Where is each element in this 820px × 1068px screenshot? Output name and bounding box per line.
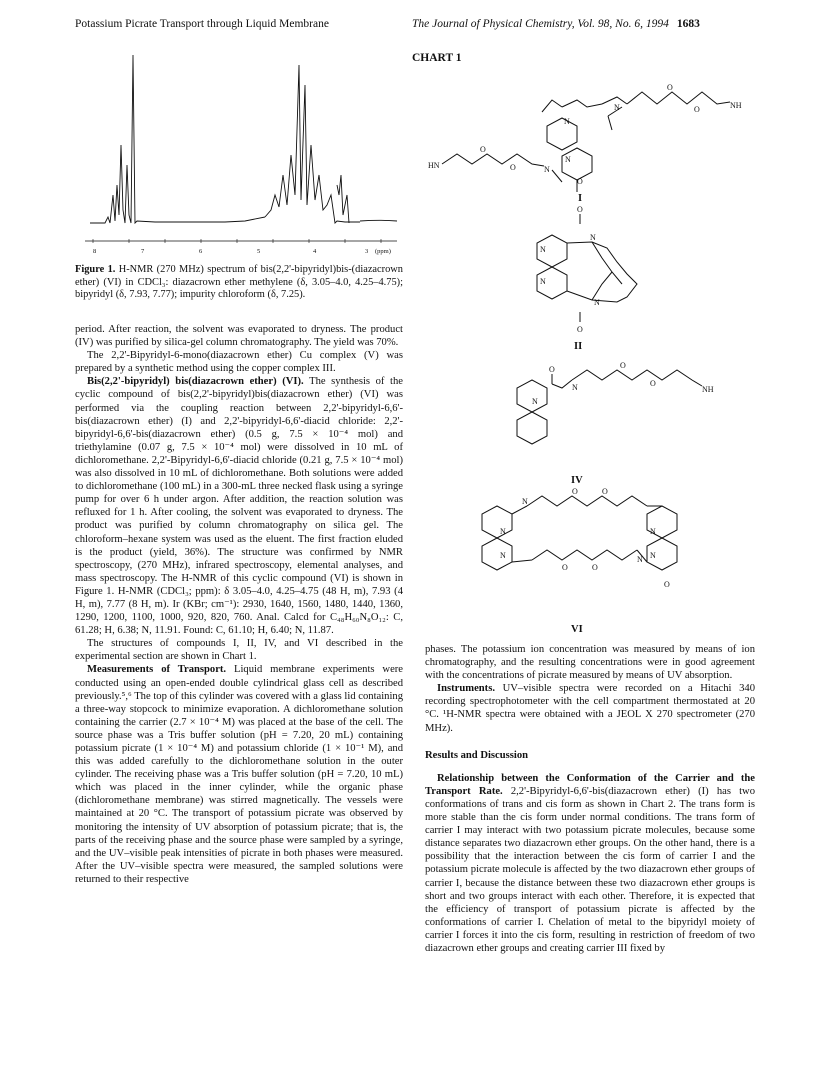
right-text-column: [425, 643, 755, 955]
atom-label: O: [577, 177, 583, 186]
journal-citation: The Journal of Physical Chemistry, Vol. 98, No. 6, 1994: [412, 18, 669, 30]
atom-label: O: [592, 563, 598, 572]
running-header-right: [412, 18, 700, 30]
atom-label: NH: [702, 385, 714, 394]
compound-label-VI: VI: [571, 624, 583, 635]
atom-label: N: [565, 155, 571, 164]
nmr-trace: [90, 55, 397, 223]
chart-title: CHART 1: [412, 52, 462, 64]
section-heading: Results and Discussion: [425, 749, 529, 761]
atom-label: O: [664, 580, 670, 589]
atom-label: NH: [730, 101, 742, 110]
paragraph: The 2,2'-Bipyridyl-6-mono(diazacrown ether) Cu complex (V) was prepared by a synthetic method using the copper complex III.: [75, 350, 403, 375]
chart-structures: [412, 62, 762, 622]
atom-label: N: [500, 551, 506, 560]
paragraph-body: UV–visible spectra were recorded on a Hitachi 340 recording spectrophotometer with the cell compartment thermostated at 20 °C. ¹H-NMR spectra were obtained with a JEOL X 270 spectrometer (270 MHz).: [425, 683, 755, 734]
tick-label-5: 5: [257, 248, 261, 255]
nmr-spectrum-figure: [75, 45, 405, 263]
figure-caption: [75, 264, 403, 302]
atom-label: O: [620, 361, 626, 370]
atom-label: N: [500, 527, 506, 536]
atom-label: O: [650, 379, 656, 388]
left-text-column: [75, 323, 403, 886]
compound-label-I: I: [578, 193, 583, 204]
atom-label: O: [577, 205, 583, 214]
structure-II: [537, 214, 637, 322]
atom-label: N: [650, 527, 656, 536]
atom-label: N: [540, 277, 546, 286]
atom-label: N: [522, 497, 528, 506]
atom-label: O: [577, 325, 583, 334]
tick-label-8: 8: [93, 248, 97, 255]
paragraph: [425, 772, 755, 955]
atom-label: O: [694, 105, 700, 114]
paragraph-heading: Instruments.: [437, 683, 495, 695]
atom-label: O: [667, 83, 673, 92]
atom-label: N: [594, 298, 600, 307]
atom-label: O: [480, 145, 486, 154]
structure-VI: [482, 496, 677, 570]
atom-label: O: [510, 163, 516, 172]
paragraph: phases. The potassium ion concentration was measured by means of ion chromatography, and the resulting concentrations were in good agreement with the concentrations of picrate measured by means of UV absorption.: [425, 644, 755, 682]
tick-label-6: 6: [199, 248, 203, 255]
paragraph: [75, 663, 403, 886]
tick-label-7: 7: [141, 248, 145, 255]
paragraph-heading: Relationship between the Conformation of the Carrier and the Transport Rate.: [425, 772, 755, 797]
atom-label: N: [544, 165, 550, 174]
atom-label: N: [572, 383, 578, 392]
paragraph-body: The synthesis of the cyclic compound of bis(2,2'-bipyridyl)bis(diazacrown ether) (VI) was performed via the coupling reaction between 2,2'-bipyridyl-6,6'-bis(diazacrown ether) (I) and 2,2'-bipyridyl-6,6'-diacid chloride: 2,2'-bipyridyl-6,6'-bis(diazacrown ether) (0.5 g, 7.5 × 10⁻⁴ mol) and triethylamine (0.07 g, 7.5 × 10⁻⁴ mol) were dissolved in 10 mL of dichloromethane. 2,2'-Bipyridyl-6,6'-diacid chloride (0.21 g, 7.5 × 10⁻⁴ mol) was also dissolved in 10 mL of dichloromethane. Both solutions were added to dichloromethane (100 mL) in a 300-mL three necked flask using a syringe pump for over 6 h under argon. After addition, the reaction solution was refluxed for 1 h. After cooling, the solvent was evaporated to dryness. The product was purified by column chromatography on silica gel. The chloroform–hexane system was used as the eluent. The first fraction eluded is the product (yield, 36%). The structure was confirmed by NMR spectroscopy, (270 MHz), infrared spectroscopy, elemental analyses, and mass spectroscopy. The H-NMR of this cyclic compound (VI) is shown in Figure 1. H-NMR (CDCl₃; ppm): δ 3.05–4.0, 4.25–4.75 (48 H, m), 7.93 (4 H, m), 7.77 (8 H, m). Ir (KBr; cm⁻¹): 2930, 1640, 1560, 1480, 1440, 1360, 1290, 1200, 1100, 1000, 920, 820, 760. Anal. Calcd for C₄₈H₆₀N₈O₁₂: C, 61.28; H, 6.38; N, 11.91. Found: C, 61.10; H, 6.40; N, 11.87.: [75, 376, 403, 637]
atom-label: N: [540, 245, 546, 254]
paragraph: period. After reaction, the solvent was evaporated to dryness. The product (IV) was purified by silica-gel column chromatography. The yield was 70%.: [75, 324, 403, 349]
tick-label-3: 3: [365, 248, 369, 255]
atom-label: N: [614, 103, 620, 112]
compound-label-IV: IV: [571, 475, 583, 486]
atom-label: O: [602, 487, 608, 496]
atom-label: O: [572, 487, 578, 496]
structure-I: [442, 92, 730, 192]
paragraph-body: Liquid membrane experiments were conducted using an open-ended double cylindrical glass cell as described previously.⁵,⁶ The top of this cylinder was covered with a glass lid containing a three-way stopcock to minimize evaporation. A dichloromethane solution containing the carrier (2.7 × 10⁻⁴ M) was placed at the base of the cell. The source phase was a Tris buffer solution (pH = 7.20, 20 mL) containing potassium picrate (1 × 10⁻⁴ M) and potassium chloride (1 × 10⁻¹ M), and this was added carefully to the dichloromethane solution in the outer cylinder. The receiving phase was a Tris buffer solution (pH = 7.20, 10 mL) which was placed in the inner cylinder, while the organic phase (dichloromethane membrane) was stirred magnetically. The vessels were maintained at 20 °C. The transport of potassium picrate was observed by monitoring the intensity of UV absorption of potassium picrate; that is, the parts of the receiving phase and the source phase were sampled by a syringe, and the UV–visible peak intensities of picrate in both phases were measured. After the UV–visible spectra were measured, the sampled solutions were returned to their respective: [75, 664, 403, 885]
atom-label: N: [564, 117, 570, 126]
tick-label-ppm: (ppm): [375, 248, 391, 255]
figure-caption-text: H-NMR (270 MHz) spectrum of bis(2,2'-bipyridyl)bis-(diazacrown ether) (VI) in CDCl₃: diazacrown ether methylene (δ, 3.05–4.0, 4.25–4.75); bipyridyl (δ, 7.93, 7.77); impurity chloroform (δ, 7.25).: [75, 264, 404, 301]
compound-label-II: II: [574, 341, 583, 352]
figure-label: Figure 1.: [75, 264, 116, 275]
structure-IV: [517, 370, 702, 444]
atom-label: O: [549, 365, 555, 374]
atom-label: O: [562, 563, 568, 572]
atom-label: HN: [428, 161, 440, 170]
paragraph: [425, 682, 755, 734]
running-header-left: Potassium Picrate Transport through Liquid Membrane: [75, 18, 329, 30]
atom-label: N: [532, 397, 538, 406]
paragraph: [75, 375, 403, 637]
atom-label: N: [590, 233, 596, 242]
atom-label: N: [650, 551, 656, 560]
paragraph-heading: Measurements of Transport.: [87, 664, 227, 676]
paragraph-heading: Bis(2,2'-bipyridyl) bis(diazacrown ether) (VI).: [87, 376, 304, 388]
paragraph-body: 2,2'-Bipyridyl-6,6'-bis(diazacrown ether) (I) has two conformations of trans and cis form as shown in Chart 2. The trans form is more stable than the cis form under normal conditions. The trans form of carrier I may interact with two potassium picrate molecules, because some distance separates two diazacrown ether groups. On the other hand, there is a possibility that the interaction between the cis form of carrier I and the potassium picrate molecule is affected by the two diazacrown ether groups of carrier I, because the distance between these two diazacrown ether groups is short and two groups interact with each other. Therefore, it is expected that the efficiency of transport of potassium picrate is affected by the conformations of carrier I. Chelation of metal to the bipyridyl moiety of carrier I forces it into the cis form, resulting in restriction of freedom of two diazacrown ether groups and creating carrier III fixed by: [425, 785, 755, 954]
paragraph: The structures of compounds I, II, IV, and VI described in the experimental section are shown in Chart 1.: [75, 638, 403, 663]
atom-label: N: [637, 555, 643, 564]
tick-label-4: 4: [313, 248, 317, 255]
page-number: 1683: [676, 18, 700, 30]
